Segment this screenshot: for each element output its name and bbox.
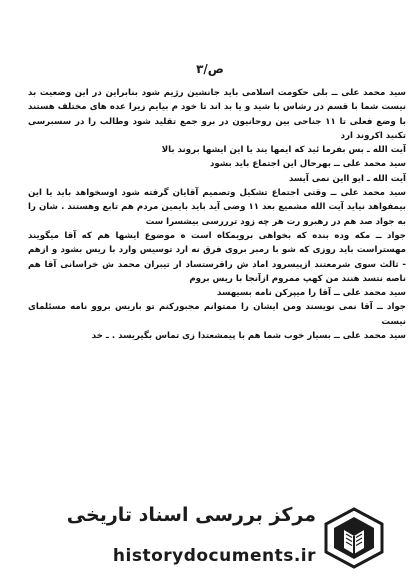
watermark-url: historydocuments.ir: [112, 546, 316, 566]
page-number: ص/۳: [196, 62, 224, 76]
archive-book-logo-icon: [322, 506, 386, 570]
paragraph-6: جواد ــ مکه وده بنده که بخواهی برویمکاه است ه موضوع ایشها هم که آقا میگویند مهستراست باید روزی که شو با رمبر بروی فرق نه ارد توسیس وارد با ریس بشود و ازهم - ثالث سوی شرمعتند ازپیسرود اماد ش راقرستساد ار تیبران محمد ش خراسانی آقا هم ناصه نتسد هنند من کهپ ممروم ازآنجا با ریس بروم: [28, 230, 406, 284]
paragraph-8: جواد ــ آقا نمی نویسند ومن ایشان را ممتوانم مجبورکنم تو باریس بروو نامه مسئلمای نیست: [28, 302, 406, 327]
transcript-body: [28, 86, 406, 343]
paragraph-3: سید محمد علی ــ بهرحال این اجتماع باید بشود: [210, 159, 406, 170]
watermark-title: مرکز بررسی اسناد تاریخی: [66, 504, 316, 526]
paragraph-7: سید محمد علی ــ آقا را میپرکن نامه بسیهسد: [217, 288, 406, 299]
paragraph-9: سید محمد علی ــ بسیار خوب شما هم با پیمشعتدا زی تماس بگیریسد . ـ خد: [91, 331, 406, 342]
paragraph-1: سید محمد علی ــ بلی حکومت اسلامی باید جانشین رژیم شود بنابراین در این وضعیت بد نیست شما با قسم در رشاس با شید و یا بد اند تا خود م بیایم زیرا عده های مختلف هستند با وضع فعلی تا ۱۱ جناحی بین روحانیون در برو جمع تقلید شود وطالب را در سسبرسی تکنید اکروند ارد: [28, 88, 406, 141]
site-watermark: [60, 500, 400, 580]
paragraph-2: آیت الله ـ بس بفرما ئید که ایمها یند یا این ایشها بروند بالا: [161, 145, 406, 156]
paragraph-4: آیت الله ـ ایو ااین نمی آیسد: [288, 173, 406, 184]
paragraph-5: سید محمد علی ــ وقتی اجتماع تشکیل وتصمیم آقایان گرفته شود اوسخواهد باید یا این بیمفواهد نیاید آیت الله مشمیع بعد ۱۱ وضی آید باید بایمین مردم هم تابع وهستند . شان را به جواد صد هم در رهبرو رت هر چه زود ترررسی بیشسرا ست: [28, 188, 406, 227]
